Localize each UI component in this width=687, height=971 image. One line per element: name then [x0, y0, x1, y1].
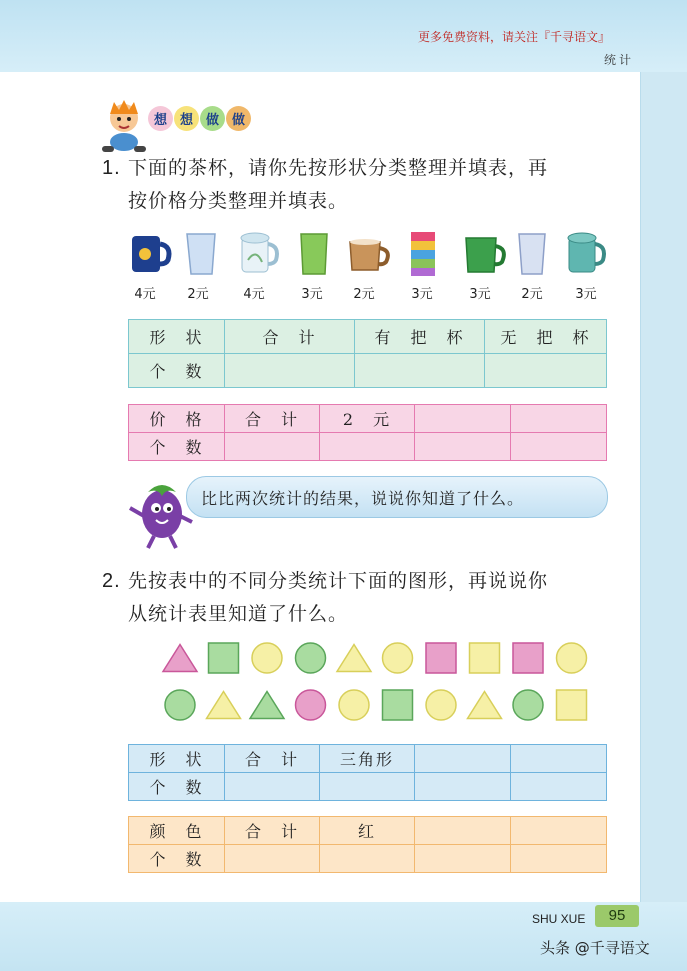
table-cell [355, 354, 485, 388]
promo-text: 更多免费资料，请关注『千寻语文』 [418, 30, 611, 44]
price-label: 4元 [243, 287, 265, 302]
table-cell [511, 433, 607, 461]
price-label: 2元 [353, 287, 375, 302]
glass-striped-icon [408, 230, 438, 278]
table-header-cell: 合 计 [225, 745, 320, 773]
question-line: 从统计表里知道了什么。 [128, 603, 349, 625]
table-row [129, 773, 607, 801]
green-square-shape [209, 643, 239, 673]
cup-price-table [128, 404, 607, 461]
activity-badge: 想 [174, 106, 199, 131]
glass-tall-icon [184, 230, 220, 276]
table-cell [415, 433, 511, 461]
price-label: 3元 [301, 287, 323, 302]
table-header-cell: 有 把 杯 [355, 320, 485, 354]
section-title: 统计 [604, 53, 635, 67]
watermark: 头条 @千寻语文 [540, 939, 650, 957]
table-header-cell: 价 格 [129, 405, 225, 433]
green-triangle-shape [250, 692, 284, 719]
price-label: 2元 [521, 287, 543, 302]
table-cell [415, 773, 511, 801]
yellow-circle-shape [252, 643, 282, 673]
table-row [129, 817, 607, 845]
table-cell [225, 845, 320, 873]
cup-shape-table [128, 319, 607, 388]
mug-lid-icon [236, 230, 282, 276]
table-row [129, 433, 607, 461]
table-cell [225, 354, 355, 388]
speech-bubble [186, 476, 608, 518]
green-circle-shape [165, 690, 195, 720]
table-header-cell: 形 状 [129, 745, 225, 773]
table-cell [511, 817, 607, 845]
glass-green-icon [298, 230, 330, 276]
table-cell [415, 745, 511, 773]
table-cell [511, 845, 607, 873]
price-label: 3元 [411, 287, 433, 302]
table-header-cell: 红 [320, 817, 415, 845]
question-number: 2. [102, 570, 121, 592]
mug-brown-icon [346, 230, 394, 276]
yellow-circle-shape [383, 643, 413, 673]
mug-blue-icon [128, 230, 174, 276]
table-row [129, 354, 607, 388]
speech-bubble-text: 比比两次统计的结果，说说你知道了什么。 [201, 489, 525, 508]
yellow-square-shape [557, 690, 587, 720]
table-cell [320, 773, 415, 801]
table-cell [415, 817, 511, 845]
activity-badge: 做 [200, 106, 225, 131]
table-row [129, 320, 607, 354]
pink-square-shape [513, 643, 543, 673]
yellow-circle-shape [426, 690, 456, 720]
table-header-cell: 个 数 [129, 773, 225, 801]
mug-teal-icon [564, 230, 610, 276]
table-header-cell: 个 数 [129, 845, 225, 873]
question-1 [102, 152, 549, 218]
table-row [129, 745, 607, 773]
yellow-circle-shape [557, 643, 587, 673]
table-header-cell: 无 把 杯 [485, 320, 607, 354]
yellow-circle-shape [339, 690, 369, 720]
table-row [129, 845, 607, 873]
figure-color-table [128, 816, 607, 873]
table-cell [320, 845, 415, 873]
table-header-cell: 合 计 [225, 817, 320, 845]
table-row [129, 405, 607, 433]
table-cell [225, 433, 320, 461]
shapes-grid [160, 640, 600, 730]
question-2 [102, 565, 549, 631]
table-cell [320, 433, 415, 461]
page-number: 95 [595, 905, 639, 927]
yellow-triangle-shape [468, 692, 502, 719]
table-header-cell: 个 数 [129, 433, 225, 461]
activity-title [148, 106, 251, 131]
question-line: 先按表中的不同分类统计下面的图形，再说说你 [128, 570, 549, 592]
table-cell [511, 773, 607, 801]
green-circle-shape [513, 690, 543, 720]
eggplant-mascot-icon [126, 472, 196, 552]
table-header-cell: 个 数 [129, 354, 225, 388]
subject-label: SHU XUE [532, 912, 586, 926]
pink-triangle-shape [163, 645, 197, 672]
table-header-cell: 三角形 [320, 745, 415, 773]
green-circle-shape [296, 643, 326, 673]
pink-circle-shape [296, 690, 326, 720]
yellow-triangle-shape [337, 645, 371, 672]
activity-badge: 想 [148, 106, 173, 131]
table-cell [511, 405, 607, 433]
green-square-shape [383, 690, 413, 720]
table-cell [415, 845, 511, 873]
activity-badge: 做 [226, 106, 251, 131]
table-header-cell: 形 状 [129, 320, 225, 354]
price-label: 2元 [187, 287, 209, 302]
price-label: 4元 [134, 287, 156, 302]
mug-green-icon [462, 230, 510, 276]
question-line: 下面的茶杯，请你先按形状分类整理并填表，再 [128, 157, 549, 179]
price-label: 3元 [469, 287, 491, 302]
figure-shape-table [128, 744, 607, 801]
table-header-cell: 2 元 [320, 405, 415, 433]
glass-clear-icon [516, 230, 548, 276]
yellow-square-shape [470, 643, 500, 673]
table-cell [415, 405, 511, 433]
table-cell [225, 773, 320, 801]
boy-mascot-icon [100, 100, 150, 155]
pink-square-shape [426, 643, 456, 673]
price-label: 3元 [575, 287, 597, 302]
yellow-triangle-shape [207, 692, 241, 719]
question-number: 1. [102, 157, 121, 179]
question-line: 按价格分类整理并填表。 [128, 190, 349, 212]
table-header-cell: 合 计 [225, 405, 320, 433]
table-cell [511, 745, 607, 773]
table-header-cell: 合 计 [225, 320, 355, 354]
table-header-cell: 颜 色 [129, 817, 225, 845]
table-cell [485, 354, 607, 388]
